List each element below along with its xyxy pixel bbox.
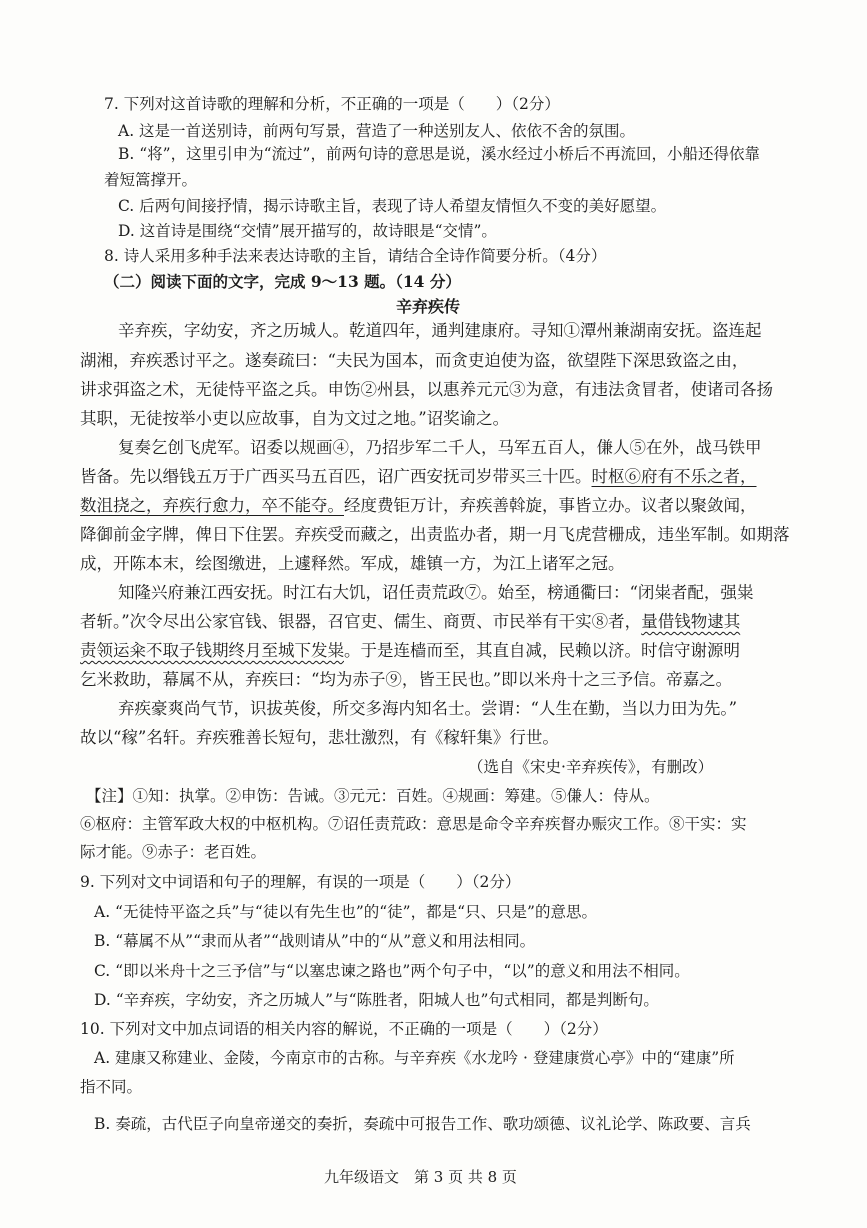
q7-option-c: C. 后两句间接抒情，揭示诗歌主旨，表现了诗人希望友情恒久不变的美好愿望。 [118, 197, 667, 215]
q10-stem: 10. 下列对文中加点词语的相关内容的解说，不正确的一项是（ ）（2分） [80, 1020, 608, 1038]
q10-option-a-line2: 指不同。 [80, 1078, 143, 1096]
passage-line [80, 467, 757, 487]
passage-line: 降御前金字牌，俾日下住罢。弃疾受而藏之，出责监办者，期一月飞虎营栅成，违坐军制。如期落 [80, 525, 790, 544]
passage-line: 辛弃疾，字幼安，齐之历城人。乾道四年，通判建康府。寻知①潭州兼湖南安抚。盗连起 [118, 321, 762, 340]
notes-line: 【注】①知：执掌。②申饬：告诫。③元元：百姓。④规画：筹建。⑤傔人：侍从。 [86, 787, 660, 805]
section-heading: （二）阅读下面的文字，完成 9～13 题。（14 分） [104, 272, 461, 291]
notes-line: 际才能。⑨赤子：老百姓。 [80, 843, 267, 861]
q9-stem: 9. 下列对文中词语和句子的理解，有误的一项是（ ）（2分） [80, 873, 521, 891]
q7-option-d: D. 这首诗是围绕“交情”展开描写的，故诗眼是“交情”。 [118, 222, 497, 240]
notes-line: ⑥枢府：主管军政大权的中枢机构。⑦诏任责荒政：意思是命令辛弃疾督办赈灾工作。⑧干实：实 [80, 815, 747, 833]
q9-option-d: D. “辛弃疾，字幼安，齐之历城人”与“陈胜者，阳城人也”句式相同，都是判断句。 [94, 991, 659, 1009]
underlined-sentence: 数沮挠之，弃疾行愈力，卒不能夺。 [80, 496, 344, 515]
underlined-sentence: 时枢⑥府有不乐之者， [591, 467, 757, 486]
q7-option-b-line2: 着短篙撑开。 [104, 171, 198, 189]
passage-line [80, 612, 740, 632]
q9-option-a: A. “无徒恃平盗之兵”与“徒以有先生也”的“徒”，都是“只、只是”的意思。 [94, 903, 597, 921]
passage-line: 知隆兴府兼江西安抚。时江右大饥，诏任责荒政⑦。始至，榜通衢曰：“闭粜者配，强粜 [118, 583, 754, 602]
wavy-underlined-sentence: 量借钱物逮其 [641, 612, 741, 631]
q7-stem: 7. 下列对这首诗歌的理解和分析，不正确的一项是（ ）（2分） [104, 95, 560, 113]
passage-source: （选自《宋史·辛弃疾传》，有删改） [468, 758, 714, 776]
passage-text: 。于是连樯而至，其直自减，民赖以济。时信守谢源明 [344, 641, 740, 660]
q9-option-b: B. “幕属不从”“隶而从者”“战则请从”中的“从”意义和用法相同。 [94, 932, 536, 950]
passage-line: 弃疾豪爽尚气节，识拔英俊，所交多海内知名士。尝谓：“人生在勤，当以力田为先。” [118, 699, 738, 718]
passage-line: 乞米救助，幕属不从，弃疾曰：“均为赤子⑨，皆王民也。”即以米舟十之三予信。帝嘉之。 [80, 670, 733, 689]
passage-line: 讲求弭盗之术，无徒恃平盗之兵。申饬②州县，以惠养元元③为意，有违法贪冒者，使诸司各扬 [80, 380, 773, 399]
q10-option-a-line1: A. 建康又称建业、金陵，今南京市的古称。与辛弃疾《水龙吟 · 登建康赏心亭》中的“建康”所 [94, 1049, 735, 1067]
passage-text: 经度费钜万计，弃疾善斡旋，事皆立办。议者以聚敛闻， [344, 496, 757, 515]
passage-line [80, 496, 757, 516]
passage-line: 其职，无徒按举小吏以应故事，自为文过之地。”诏奖谕之。 [80, 409, 510, 428]
passage-text: 者斩。”次令尽出公家官钱、银器，召官吏、儒生、商贾、市民举有干实⑧者， [80, 612, 642, 631]
page-footer: 九年级语文 第 3 页 共 8 页 [324, 1168, 517, 1186]
q7-option-b-line1: B. “将”，这里引申为“流过”，前两句诗的意思是说，溪水经过小桥后不再流回，小船还得依靠 [118, 145, 760, 163]
q8-stem: 8. 诗人采用多种手法来表达诗歌的主旨，请结合全诗作简要分析。（4分） [104, 247, 607, 265]
q9-option-c: C. “即以米舟十之三予信”与“以塞忠谏之路也”两个句子中，“以”的意义和用法不相同。 [94, 962, 690, 980]
passage-line: 复奏乞创飞虎军。诏委以规画④，乃招步军二千人，马军五百人，傔人⑤在外，战马铁甲 [118, 438, 762, 457]
passage-text: 皆备。先以缗钱五万于广西买马五百匹，诏广西安抚司岁带买三十匹。 [80, 467, 592, 486]
passage-line: 湖湘，弃疾悉讨平之。遂奏疏曰：“夫民为国本，而贪吏迫使为盗，欲望陛下深思致盗之由， [80, 351, 749, 370]
passage-line: 故以“稼”名轩。弃疾雅善长短句，悲壮激烈，有《稼轩集》行世。 [80, 728, 559, 747]
passage-line: 成，开陈本末，绘图缴进，上遽释然。军成，雄镇一方，为江上诸军之冠。 [80, 554, 625, 573]
passage-line [80, 641, 740, 661]
passage-title: 辛弃疾传 [396, 297, 461, 316]
q10-option-b-line1: B. 奏疏，古代臣子向皇帝递交的奏折，奏疏中可报告工作、歌功颂德、议礼论学、陈政要、言兵 [94, 1115, 751, 1133]
q7-option-a: A. 这是一首送别诗，前两句写景，营造了一种送别友人、依依不舍的氛围。 [118, 122, 636, 140]
wavy-underlined-sentence: 责领运籴不取子钱期终月至城下发粜 [80, 641, 344, 660]
